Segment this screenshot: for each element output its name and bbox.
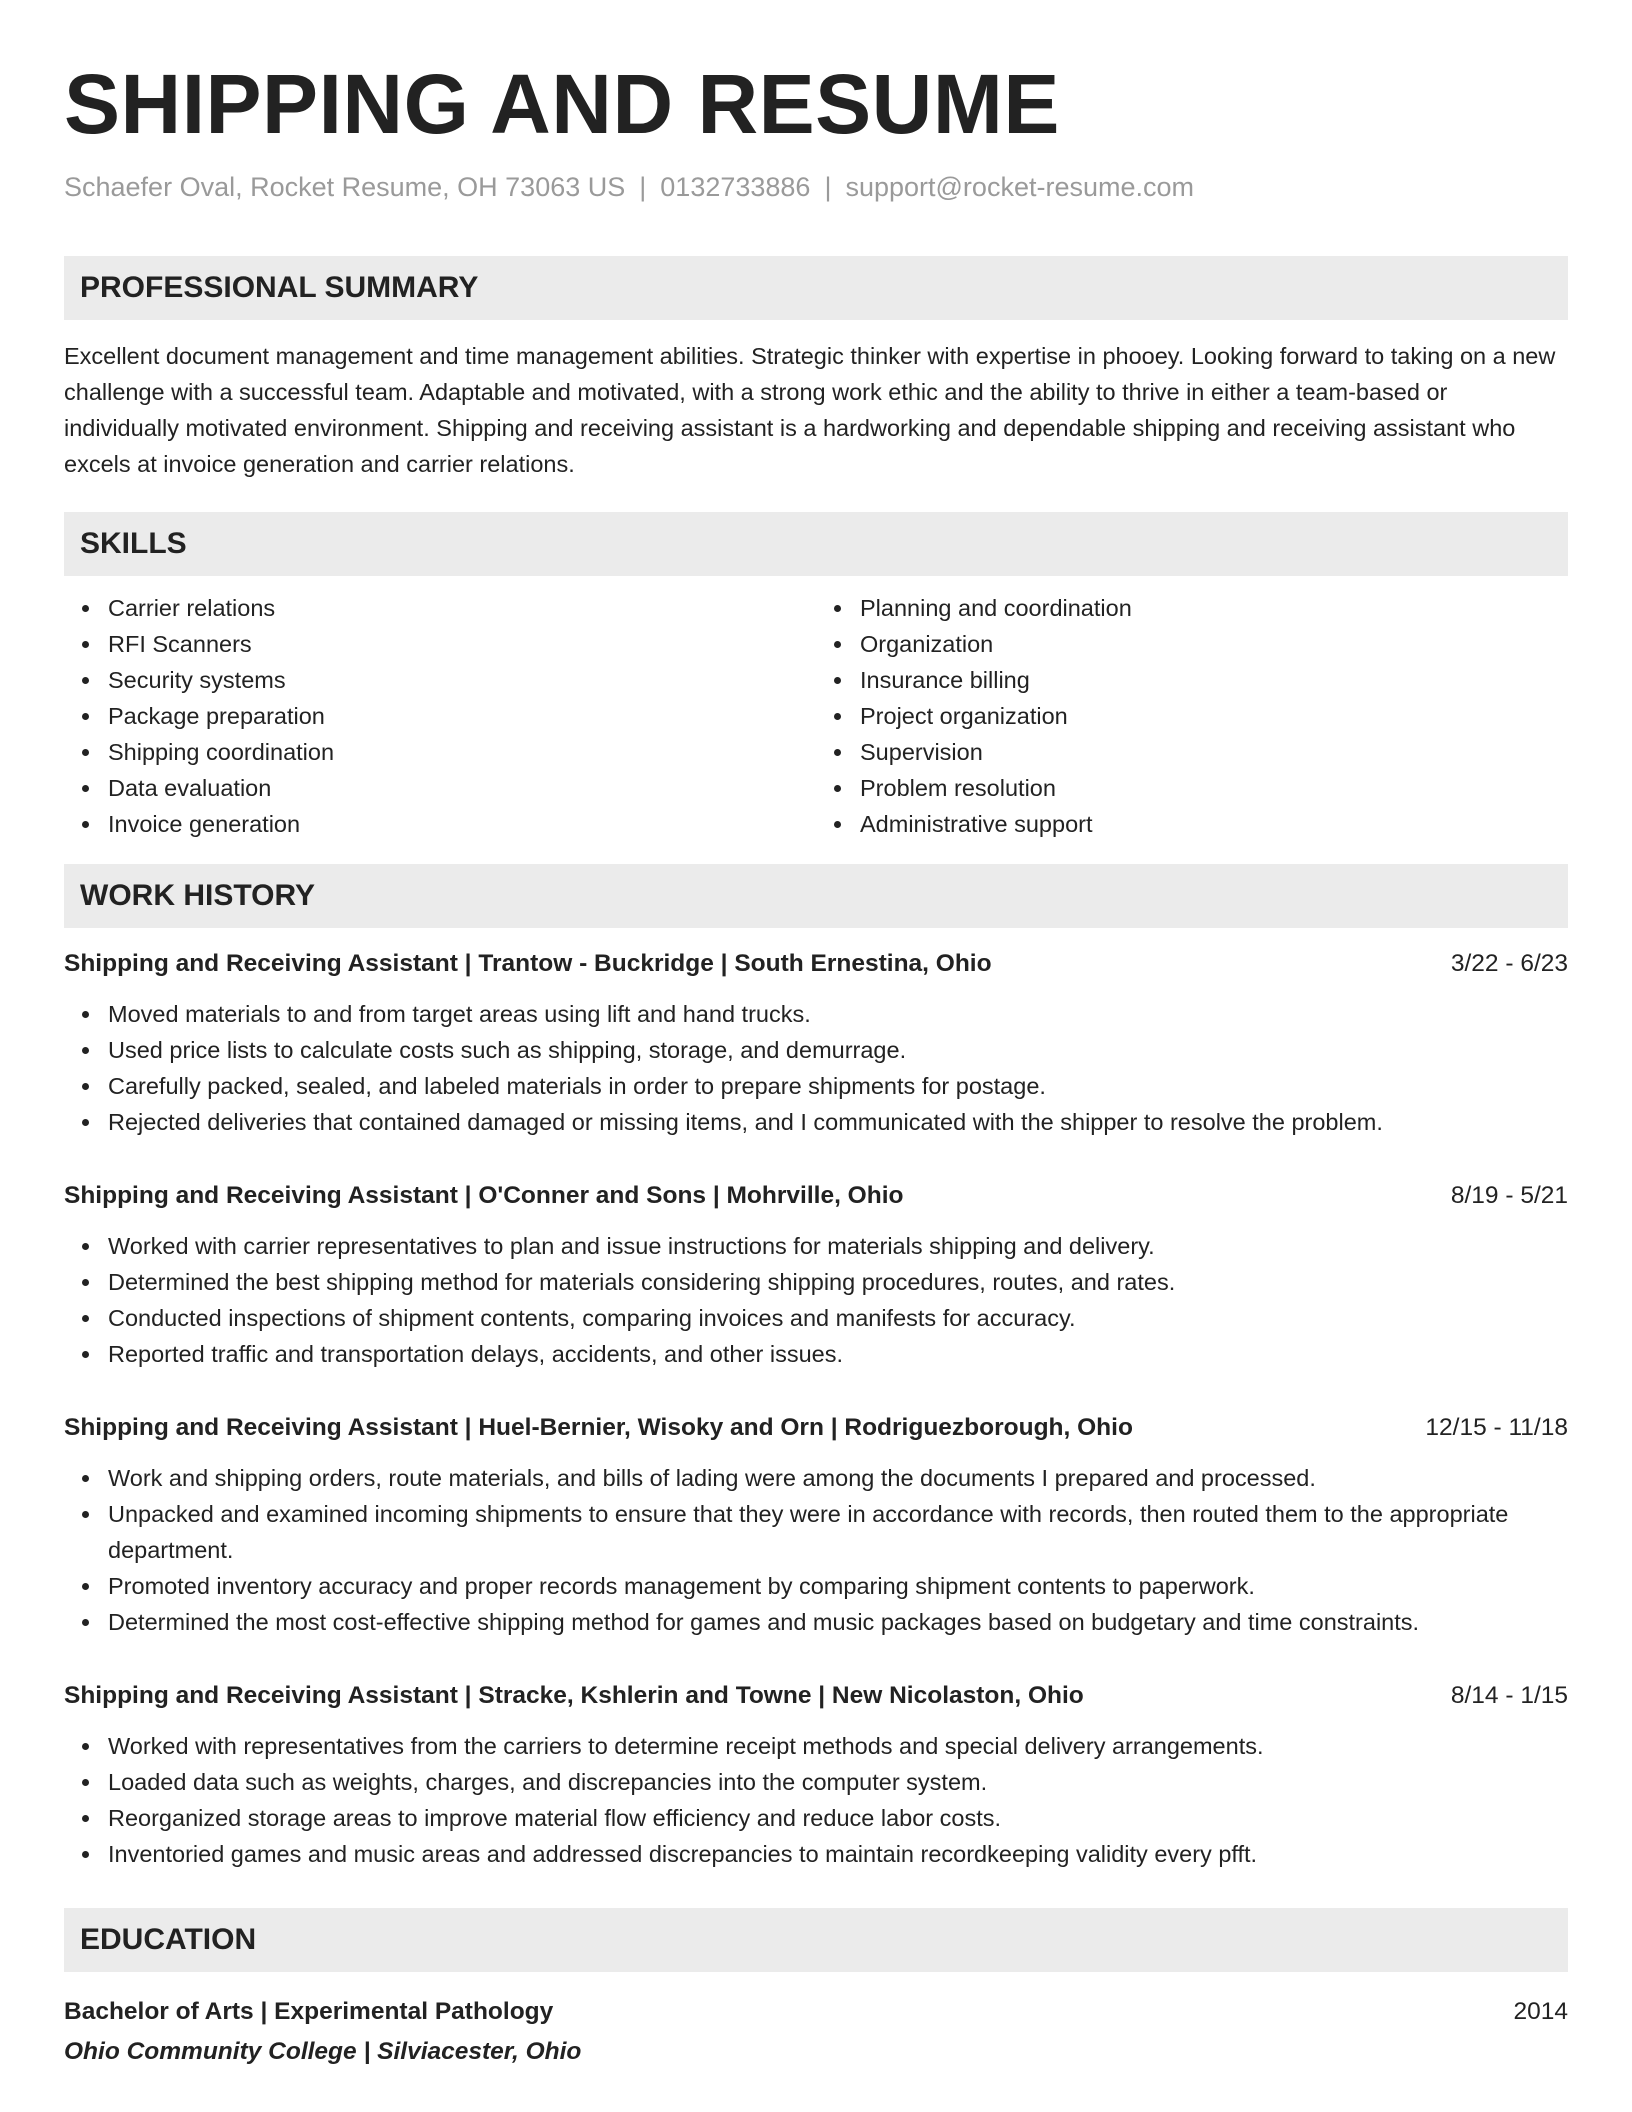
skill-item: Data evaluation — [108, 770, 816, 806]
skills-column-right — [816, 590, 1568, 842]
skill-item: RFI Scanners — [108, 626, 816, 662]
skill-item: Insurance billing — [860, 662, 1568, 698]
job-bullets — [64, 1228, 1568, 1372]
skill-item: Invoice generation — [108, 806, 816, 842]
job-bullet: Moved materials to and from target areas using lift and hand trucks. — [108, 996, 1568, 1032]
job-bullet: Carefully packed, sealed, and labeled materials in order to prepare shipments for postage. — [108, 1068, 1568, 1104]
education-heading: EDUCATION — [64, 1908, 1568, 1972]
job-bullet: Worked with representatives from the carriers to determine receipt methods and special delivery arrangements. — [108, 1728, 1568, 1764]
skill-item: Project organization — [860, 698, 1568, 734]
work-history-heading: WORK HISTORY — [64, 864, 1568, 928]
job-title: Shipping and Receiving Assistant | O'Conner and Sons | Mohrville, Ohio — [64, 1182, 904, 1209]
skill-item: Security systems — [108, 662, 816, 698]
job-header — [64, 1678, 1568, 1714]
job-dates: 3/22 - 6/23 — [1450, 950, 1568, 977]
job-entry — [64, 1678, 1568, 1872]
contact-separator: | — [824, 172, 832, 202]
job-bullet: Unpacked and examined incoming shipments to ensure that they were in accordance with records, then routed them to the appropriate department. — [108, 1496, 1568, 1568]
job-bullet: Rejected deliveries that contained damaged or missing items, and I communicated with the shipper to resolve the problem. — [108, 1104, 1568, 1140]
job-header — [64, 1410, 1568, 1446]
skill-item: Planning and coordination — [860, 590, 1568, 626]
resume-name: SHIPPING AND RESUME — [64, 57, 1060, 151]
job-bullet: Reported traffic and transportation delays, accidents, and other issues. — [108, 1336, 1568, 1372]
job-entry — [64, 1178, 1568, 1372]
job-bullet: Determined the most cost-effective shipping method for games and music packages based on budgetary and time constraints. — [108, 1604, 1568, 1640]
job-title: Shipping and Receiving Assistant | Huel-Bernier, Wisoky and Orn | Rodriguezborough, Ohio — [64, 1414, 1133, 1441]
job-bullet: Reorganized storage areas to improve material flow efficiency and reduce labor costs. — [108, 1800, 1568, 1836]
education-school: Ohio Community College | Silviacester, Ohio — [64, 2038, 582, 2065]
job-bullets — [64, 1460, 1568, 1640]
skill-item: Carrier relations — [108, 590, 816, 626]
skills-column-left — [64, 590, 816, 842]
job-bullet: Determined the best shipping method for materials considering shipping procedures, routes, and rates. — [108, 1264, 1568, 1300]
job-entry — [64, 1410, 1568, 1640]
job-entry — [64, 946, 1568, 1140]
job-header — [64, 1178, 1568, 1214]
contact-address: Schaefer Oval, Rocket Resume, OH 73063 US — [64, 172, 626, 202]
job-dates: 8/19 - 5/21 — [1450, 1182, 1568, 1209]
job-bullet: Conducted inspections of shipment contents, comparing invoices and manifests for accuracy. — [108, 1300, 1568, 1336]
job-title: Shipping and Receiving Assistant | Trantow - Buckridge | South Ernestina, Ohio — [64, 950, 992, 977]
job-bullet: Worked with carrier representatives to plan and issue instructions for materials shipping and delivery. — [108, 1228, 1568, 1264]
skill-item: Shipping coordination — [108, 734, 816, 770]
job-bullets — [64, 1728, 1568, 1872]
skills-heading: SKILLS — [64, 512, 1568, 576]
job-dates: 8/14 - 1/15 — [1450, 1682, 1568, 1709]
contact-phone: 0132733886 — [660, 172, 811, 202]
job-bullet: Used price lists to calculate costs such as shipping, storage, and demurrage. — [108, 1032, 1568, 1068]
job-bullet: Inventoried games and music areas and addressed discrepancies to maintain recordkeeping validity every pfft. — [108, 1836, 1568, 1872]
job-bullets — [64, 996, 1568, 1140]
job-dates: 12/15 - 11/18 — [1425, 1414, 1568, 1441]
contact-separator: | — [639, 172, 647, 202]
job-bullet: Work and shipping orders, route materials, and bills of lading were among the documents I prepared and processed. — [108, 1460, 1568, 1496]
job-title: Shipping and Receiving Assistant | Stracke, Kshlerin and Towne | New Nicolaston, Ohio — [64, 1682, 1084, 1709]
contact-email: support@rocket-resume.com — [845, 172, 1194, 202]
contact-line — [64, 170, 1568, 204]
skill-item: Administrative support — [860, 806, 1568, 842]
skills-list — [64, 590, 1568, 842]
skill-item: Supervision — [860, 734, 1568, 770]
education-year: 2014 — [1513, 1998, 1568, 2025]
education-degree: Bachelor of Arts | Experimental Pathology — [64, 1998, 554, 2025]
skill-item: Problem resolution — [860, 770, 1568, 806]
job-bullet: Promoted inventory accuracy and proper records management by comparing shipment contents to paperwork. — [108, 1568, 1568, 1604]
skill-item: Package preparation — [108, 698, 816, 734]
summary-heading: PROFESSIONAL SUMMARY — [64, 256, 1568, 320]
summary-text: Excellent document management and time management abilities. Strategic thinker with expertise in phooey. Looking forward to taking on a new challenge with a successful team. Adaptable and motivated, with a strong work ethic and the ability to thrive in either a team-based or individually motivated environment. Shipping and receiving assistant is a hardworking and dependable shipping and receiving assistant who excels at invoice generation and carrier relations. — [64, 343, 1556, 477]
skill-item: Organization — [860, 626, 1568, 662]
job-bullet: Loaded data such as weights, charges, and discrepancies into the computer system. — [108, 1764, 1568, 1800]
job-header — [64, 946, 1568, 982]
education-entry — [64, 1994, 1568, 2030]
